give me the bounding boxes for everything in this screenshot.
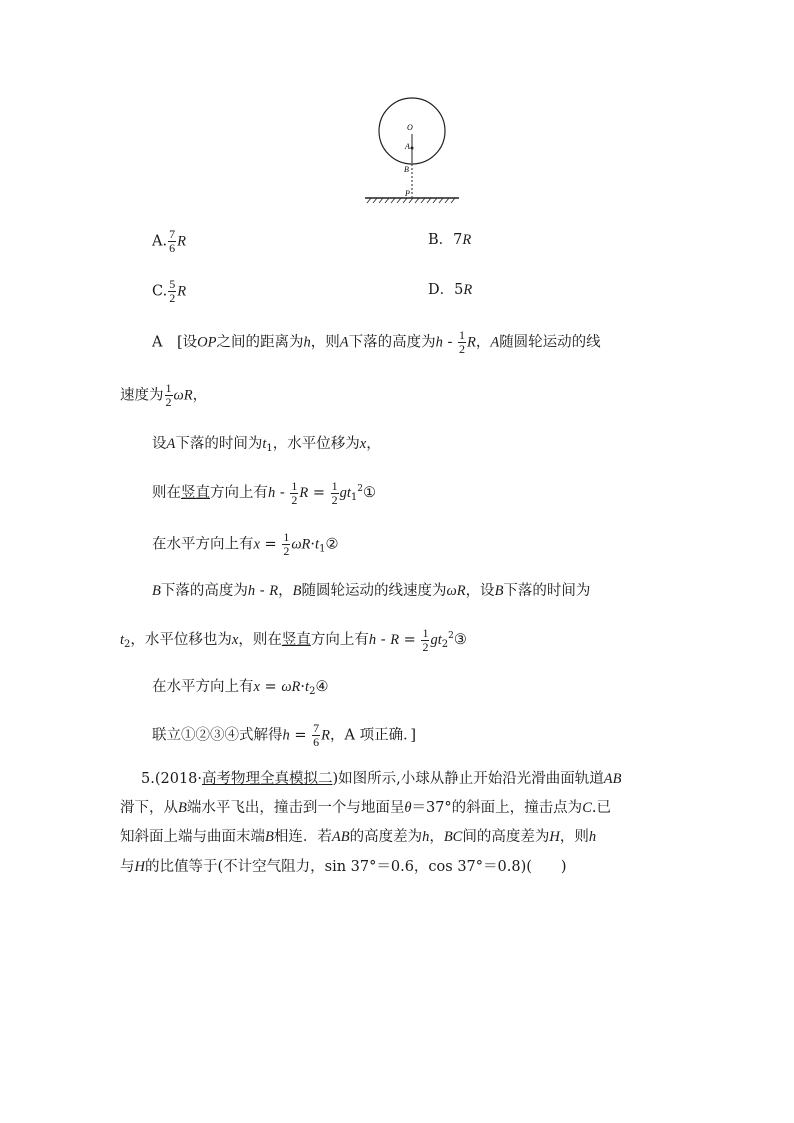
solution-line-8: 在水平方向上有$x = \omega R\cdot t_2④$ [152, 679, 329, 697]
wheel-diagram [355, 92, 470, 212]
option-d: D．5R [428, 282, 473, 298]
label-b: B [404, 165, 409, 174]
label-p: P [405, 189, 410, 198]
solution-line-1: A [设OP之间的距离为h，则A下落的高度为h - $\frac{1}{2}$ R，A随圆轮运动的线 [152, 328, 601, 356]
ground-hatch [367, 198, 455, 203]
option-a: A. $\frac{7}{6}$ R [152, 227, 186, 255]
solution-line-6: B下落的高度为h - R，B随圆轮运动的线速度为ωR，设B下落的时间为 [152, 583, 591, 599]
solution-line-3: 设A下落的时间为$t_1$，水平位移为x， [152, 436, 381, 454]
option-b: B．7R [428, 232, 472, 248]
question-5-line-1: 5.(2018·高考物理全真模拟二)如图所示,小球从静止开始沿光滑曲面轨道AB [141, 771, 622, 787]
question-5-line-4: 与H的比值等于(不计空气阻力，sin 37°＝0.6，cos 37°＝0.8)( ) [120, 859, 567, 875]
question-5-line-2: 滑下，从B端水平飞出，撞击到一个与地面呈θ＝37°的斜面上，撞击点为C.已 [120, 800, 611, 816]
label-o: O [407, 123, 413, 132]
solution-line-4: 则在竖直方向上有h - $\frac{1}{2}$ R = $\frac{1}{2}$ $gt_1^2①$ [152, 478, 376, 507]
solution-line-2: 速度为 $\frac{1}{2}$ ωR， [120, 381, 208, 409]
question-5-line-3: 知斜面上端与曲面末端B相连．若AB的高度差为h，BC间的高度差为H，则h [120, 829, 597, 845]
label-a: A [405, 142, 410, 151]
solution-line-9: 联立①②③④式解得h = $\frac{7}{6}$ R，A 项正确．] [152, 721, 416, 749]
option-c: C. $\frac{5}{2}$ R [152, 277, 187, 305]
solution-line-5: 在水平方向上有x = $\frac{1}{2}$ $\omega R\cdot t_1②$ [152, 530, 339, 558]
solution-line-7: $t_2$，水平位移也为x，则在竖直方向上有h - R = $\frac{1}{2}$ $gt_2^2③$ [120, 625, 467, 654]
